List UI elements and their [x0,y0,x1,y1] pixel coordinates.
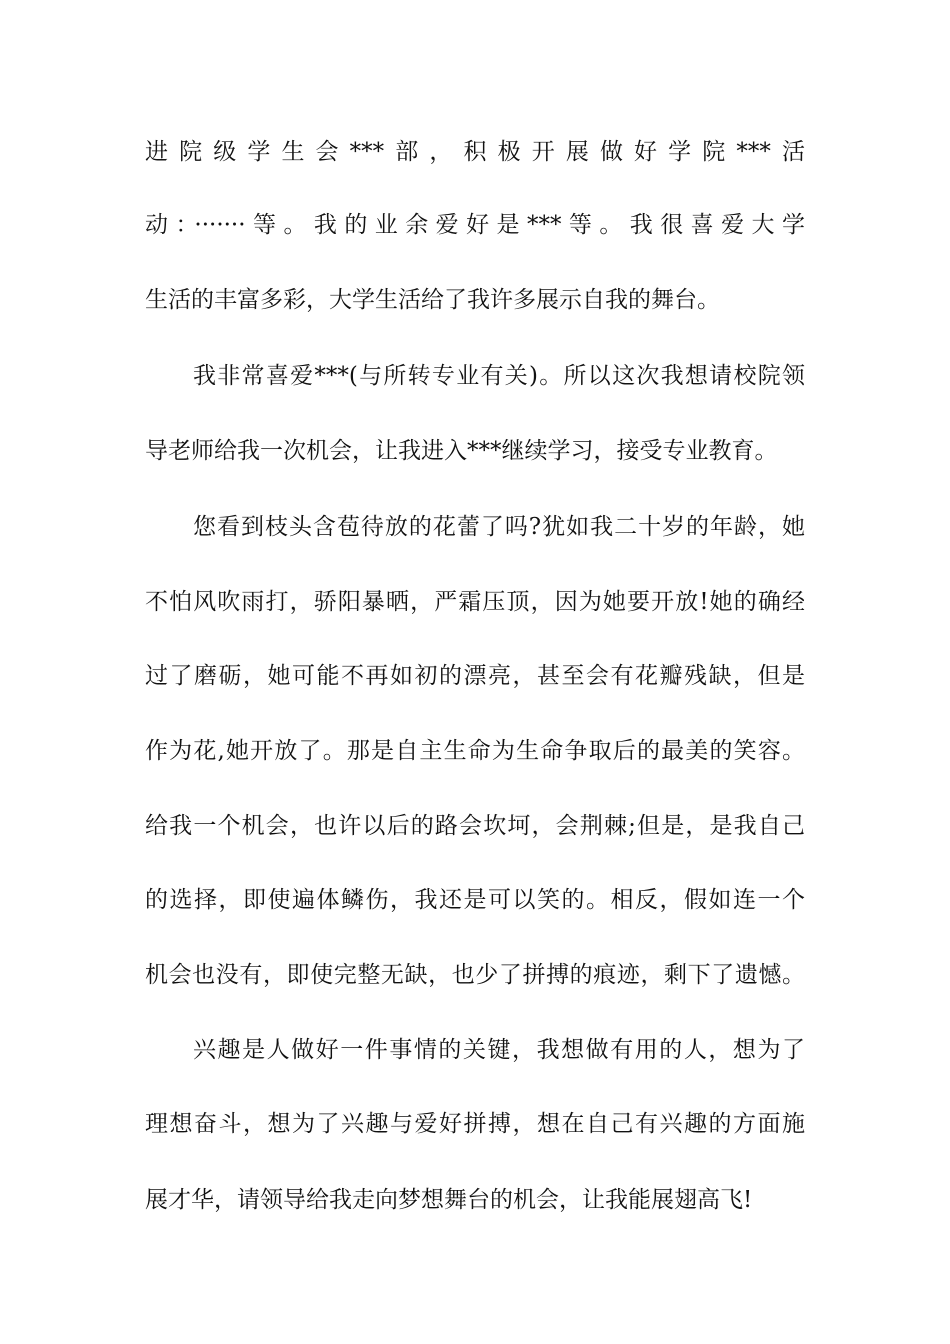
text-line: 进院级学生会***部，积极开展做好学院***活 [145,139,805,165]
paragraph-first-line: 兴趣是人做好一件事情的关键，我想做有用的人，想为了 [193,1037,805,1063]
text-line: 不怕风吹雨打，骄阳暴晒，严霜压顶，因为她要开放!她的确经 [145,589,805,615]
paragraph-first-line: 我非常喜爱***(与所转专业有关)。所以这次我想请校院领 [193,363,805,389]
text-line: 给我一个机会，也许以后的路会坎坷，会荆棘;但是，是我自己 [145,813,805,839]
text-line: 生活的丰富多彩，大学生活给了我许多展示自我的舞台。 [145,287,720,313]
text-line: 过了磨砺，她可能不再如初的漂亮，甚至会有花瓣残缺，但是 [145,663,805,689]
paragraph-first-line: 您看到枝头含苞待放的花蕾了吗?犹如我二十岁的年龄，她 [193,514,805,540]
text-line: 展才华，请领导给我走向梦想舞台的机会，让我能展翅高飞! [145,1187,753,1213]
text-line: 动：·······等。我的业余爱好是***等。我很喜爱大学 [145,212,805,238]
text-line: 导老师给我一次机会，让我进入***继续学习，接受专业教育。 [145,438,778,464]
text-line: 的选择，即使遍体鳞伤，我还是可以笑的。相反，假如连一个 [145,887,805,913]
text-line: 作为花,她开放了。那是自主生命为生命争取后的最美的笑容。 [145,738,805,764]
text-line: 机会也没有，即使完整无缺，也少了拼搏的痕迹，剩下了遗憾。 [145,962,805,988]
text-line: 理想奋斗，想为了兴趣与爱好拼搏，想在自己有兴趣的方面施 [145,1111,805,1137]
